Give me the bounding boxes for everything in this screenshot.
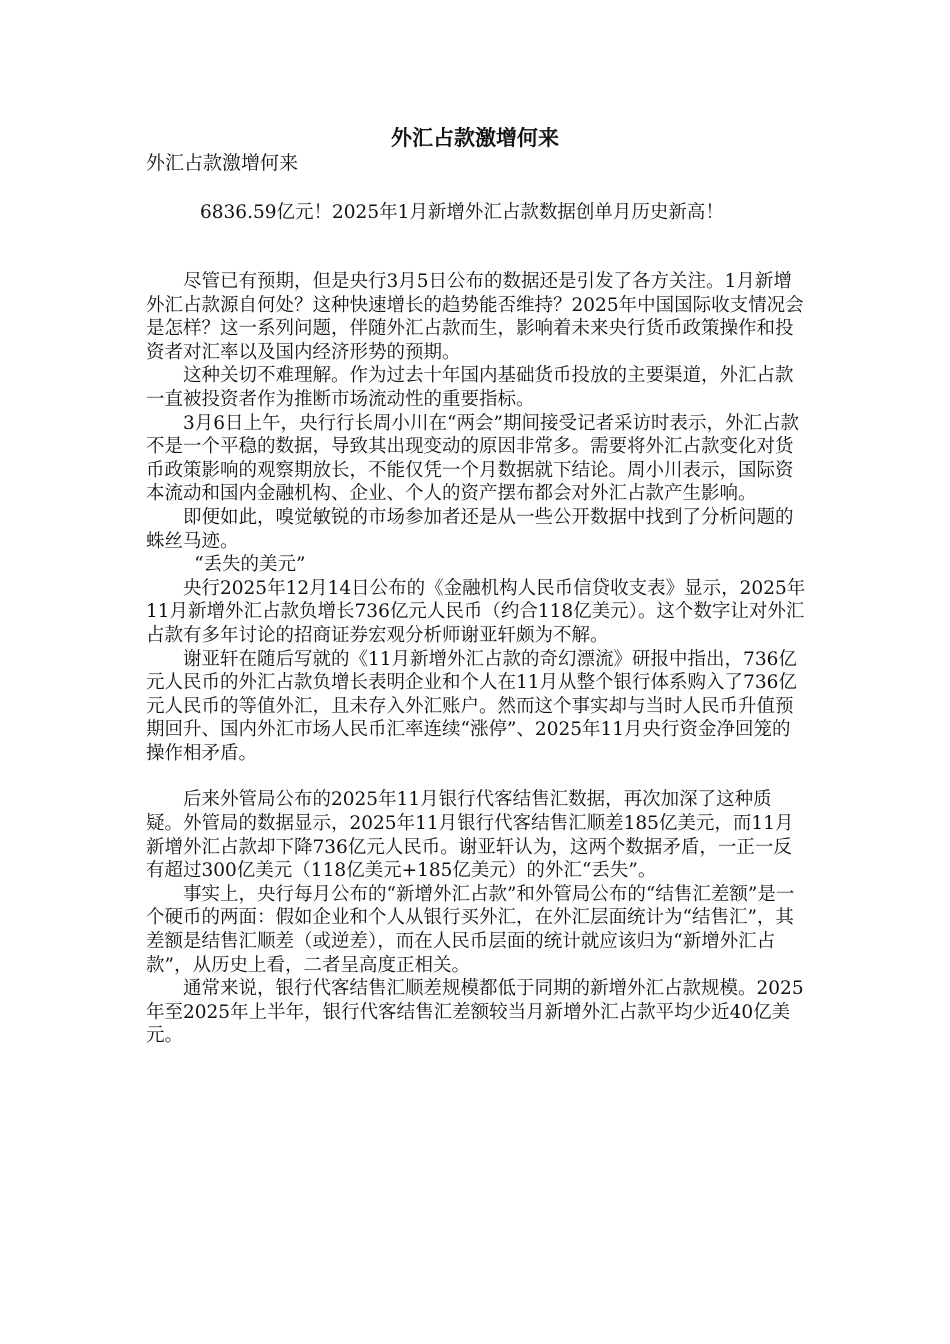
paragraph-8: 后来外管局公布的2025年11月银行代客结售汇数据，再次加深了这种质疑。外管局的数据显示，2025年11月银行代客结售汇顺差185亿美元，而11月新增外汇占款却下降736亿元人民币。谢亚轩认为，这两个数据矛盾，一正一反有超过300亿美元（118亿美元+185亿美元）的外汇“丢失”。 bbox=[146, 789, 794, 882]
paragraph-4: 即便如此，嗅觉敏锐的市场参加者还是从一些公开数据中找到了分析问题的蛛丝马迹。 bbox=[146, 506, 794, 552]
article-body bbox=[146, 270, 806, 1048]
paragraph-3: 3月6日上午，央行行长周小川在“两会”期间接受记者采访时表示，外汇占款不是一个平稳的数据，导致其出现变动的原因非常多。需要将外汇占款变化对货币政策影响的观察期放长，不能仅凭一个月数据就下结论。周小川表示，国际资本流动和国内金融机构、企业、个人的资产摆布都会对外汇占款产生影响。 bbox=[146, 412, 799, 505]
document-title: 外汇占款激增何来 bbox=[391, 125, 559, 150]
document-subtitle: 外汇占款激增何来 bbox=[146, 152, 299, 174]
paragraph-2: 这种关切不难理解。作为过去十年国内基础货币投放的主要渠道，外汇占款一直被投资者作为推断市场流动性的重要指标。 bbox=[146, 365, 794, 410]
paragraph-7: 谢亚轩在随后写就的《11月新增外汇占款的奇幻漂流》研报中指出，736亿元人民币的外汇占款负增长表明企业和个人在11月从整个银行体系购入了736亿元人民币的等值外汇，且未存入外汇账户。然而这个事实却与当时人民币升值预期回升、国内外汇市场人民币汇率连续“涨停”、2025年11月央行资金净回笼的操作相矛盾。 bbox=[146, 648, 797, 764]
section-heading: “丢失的美元” bbox=[194, 554, 306, 576]
paragraph-6: 央行2025年12月14日公布的《金融机构人民币信贷收支表》显示，2025年11月新增外汇占款负增长736亿元人民币（约合118亿美元）。这个数字让对外汇占款有多年讨论的招商证券宏观分析师谢亚轩颇为不解。 bbox=[146, 577, 806, 646]
paragraph-1: 尽管已有预期，但是央行3月5日公布的数据还是引发了各方关注。1月新增外汇占款源自何处？这种快速增长的趋势能否维持？2025年中国国际收支情况会是怎样？这一系列问题，伴随外汇占款而生，影响着未来央行货币政策操作和投资者对汇率以及国内经济形势的预期。 bbox=[146, 271, 804, 363]
lead-sentence: 6836.59亿元！2025年1月新增外汇占款数据创单月历史新高！ bbox=[200, 202, 724, 223]
paragraph-10: 通常来说，银行代客结售汇顺差规模都低于同期的新增外汇占款规模。2025年至2025年上半年，银行代客结售汇差额较当月新增外汇占款平均少近40亿美元。 bbox=[146, 978, 804, 1047]
paragraph-9: 事实上，央行每月公布的“新增外汇占款”和外管局公布的“结售汇差额”是一个硬币的两面：假如企业和个人从银行买外汇，在外汇层面统计为“结售汇”，其差额是结售汇顺差（或逆差），而在人民币层面的统计就应该归为“新增外汇占款”，从历史上看，二者呈高度正相关。 bbox=[146, 883, 795, 976]
